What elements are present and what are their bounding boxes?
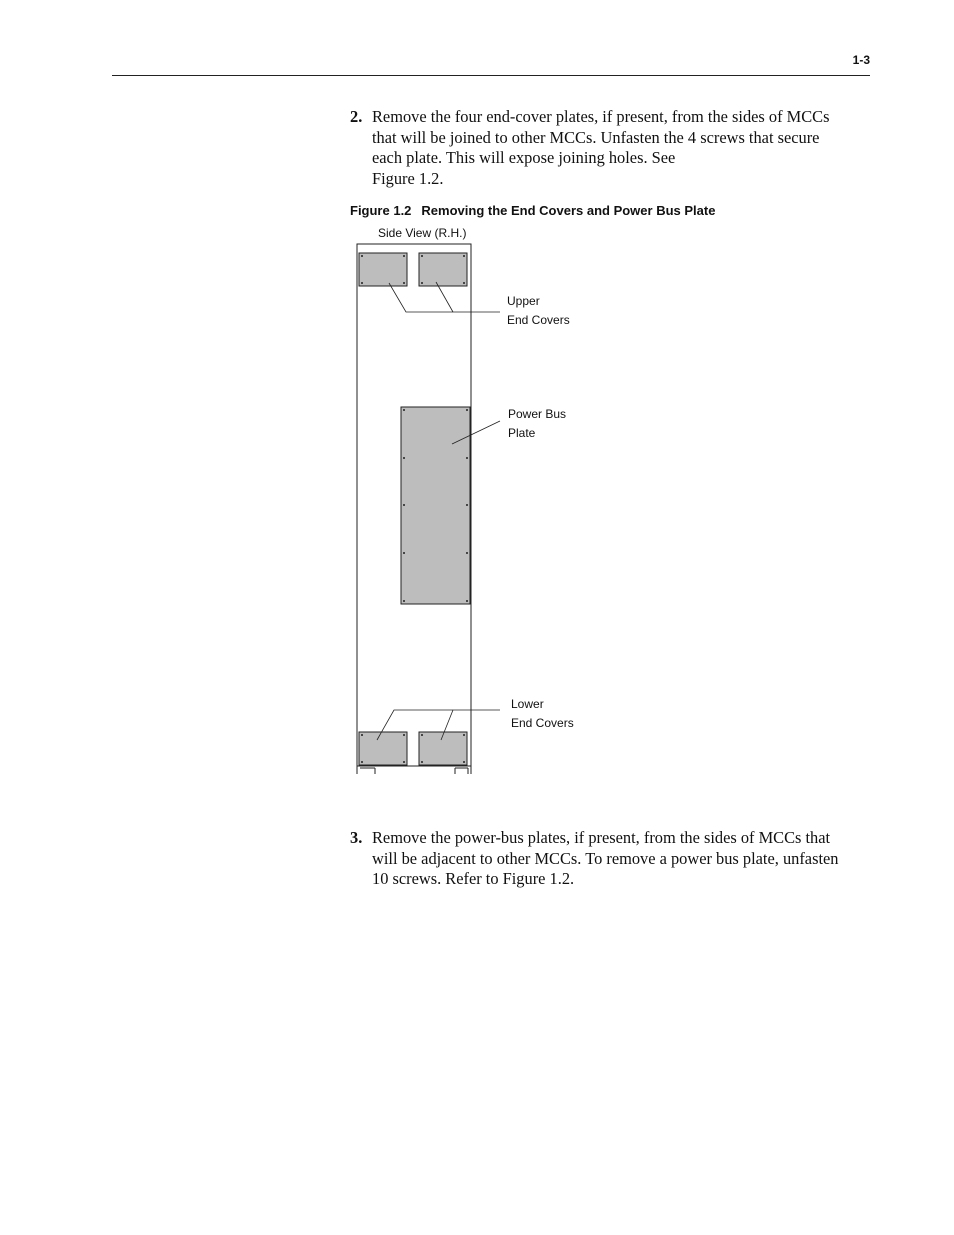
power-bus-plate [401,407,470,604]
step-line: Remove the power-bus plates, if present, from the sides of MCCs that [372,828,831,847]
step-line: that will be joined to other MCCs. Unfasten the 4 screws that secure [372,127,820,147]
step-text [372,828,870,890]
view-label: Side View (R.H.) [378,226,467,240]
figure-label: Figure 1.2 [350,203,412,218]
upper-end-cover-right [419,253,467,286]
step-line: Remove the four end-cover plates, if present, from the sides of MCCs [372,107,830,126]
step-number: 3. [350,828,363,847]
step-text [372,107,870,189]
step-number: 2. [350,107,363,126]
figure-diagram [340,220,600,780]
upper-end-covers-callout: Upper End Covers [507,294,570,327]
lower-end-cover-right [419,732,467,765]
header-rule [112,75,870,76]
lower-end-cover-left [359,732,407,765]
step-3 [350,828,870,890]
upper-end-cover-left [359,253,407,286]
step-line: will be adjacent to other MCCs. To remove a power bus plate, unfasten [372,848,839,868]
power-bus-plate-callout: Power Bus Plate [508,407,567,440]
step-line: Figure 1.2. [372,168,444,188]
step-line: 10 screws. Refer to Figure 1.2. [372,869,575,888]
lower-end-covers-callout: Lower End Covers [511,697,574,730]
page-number: 1-3 [852,53,870,67]
step-line: each plate. This will expose joining holes. See [372,148,676,167]
figure-title: Removing the End Covers and Power Bus Plate [421,203,716,218]
step-2 [350,107,870,189]
figure-caption [350,203,715,218]
